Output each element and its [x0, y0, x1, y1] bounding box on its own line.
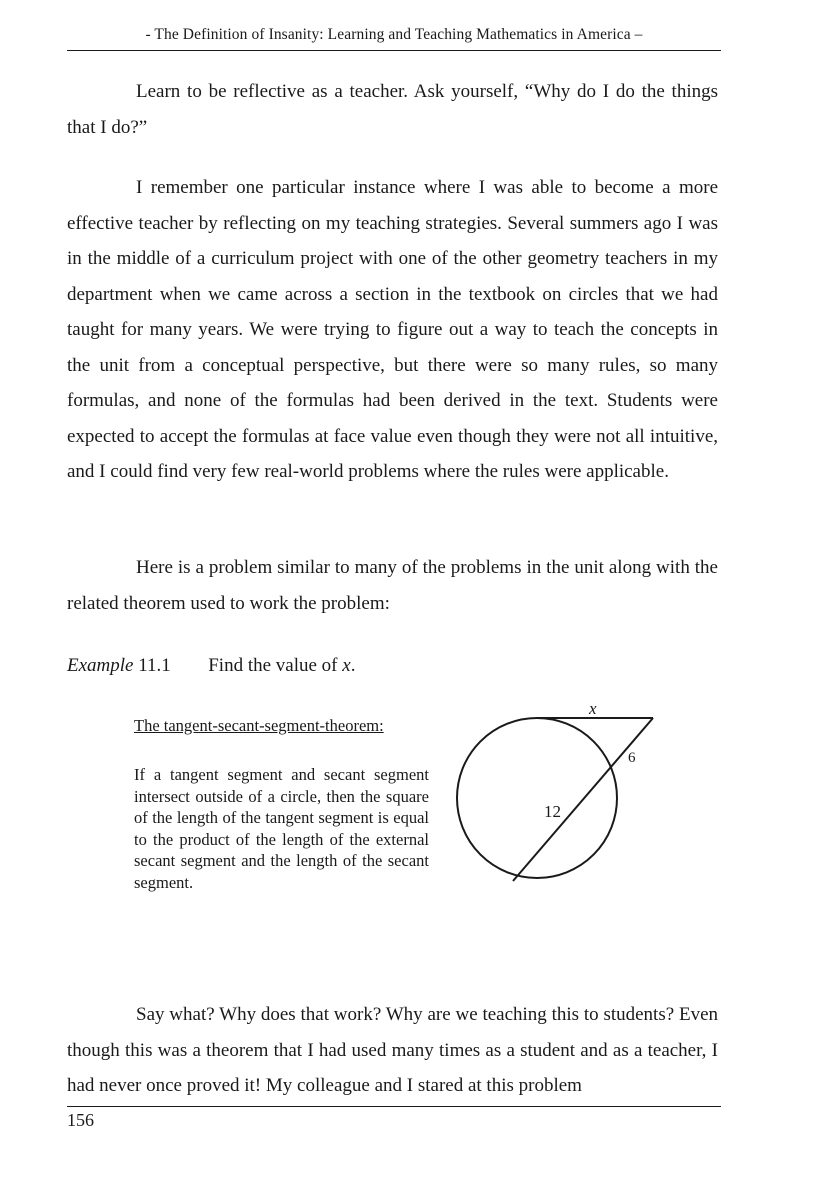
- internal-secant-label: 12: [544, 802, 561, 821]
- footer-rule: [67, 1106, 721, 1107]
- paragraph-problem-intro: Here is a problem similar to many of the problems in the unit along with the related theorem used to work the problem:: [67, 557, 718, 614]
- example-label: Example: [67, 655, 134, 676]
- paragraph-instance: I remember one particular instance where I was able to become a more effective teacher by reflecting on my teaching strategies. Several summers ago I was in the middle of a curriculum project with one of the other geometry teachers in my department when we came across a section in the textbook on circles that we had taught for many years. We were trying to figure out a way to teach the concepts in the unit from a conceptual perspective, but there were so many rules, so many formulas, and none of the formulas had been derived in the text. Students were expected to accept the formulas at face value even though they were not all intuitive, and I could find very few real-world problems where the rules were applicable.: [67, 177, 718, 482]
- secant-segment: [513, 718, 653, 881]
- page-number: 156: [67, 1110, 94, 1130]
- running-header: - The Definition of Insanity: Learning and Teaching Mathematics in America –: [145, 26, 643, 43]
- external-secant-label: 6: [628, 750, 636, 766]
- tangent-secant-diagram: [455, 695, 675, 895]
- example-prompt: Find the value of: [208, 655, 343, 676]
- example-heading: [67, 650, 355, 682]
- theorem-body: If a tangent segment and secant segment intersect outside of a circle, then the square of the length of the tangent segment is equal to the product of the length of the external secant segment and the length of the secant segment.: [134, 765, 429, 892]
- example-variable: x: [342, 655, 351, 676]
- theorem-title: The tangent-secant-segment-theorem:: [134, 716, 384, 735]
- header-rule: [67, 50, 721, 51]
- example-number: 11.1: [138, 655, 171, 676]
- paragraph-reflective: Learn to be reflective as a teacher. Ask yourself, “Why do I do the things that I do?”: [67, 81, 718, 138]
- example-prompt-end: .: [350, 655, 356, 676]
- tangent-label: x: [589, 699, 597, 718]
- paragraph-say-what: Say what? Why does that work? Why are we teaching this to students? Even though this was a theorem that I had used many times as a student and as a teacher, I had never once proved it! My colleague and I stared at this problem: [67, 1004, 718, 1096]
